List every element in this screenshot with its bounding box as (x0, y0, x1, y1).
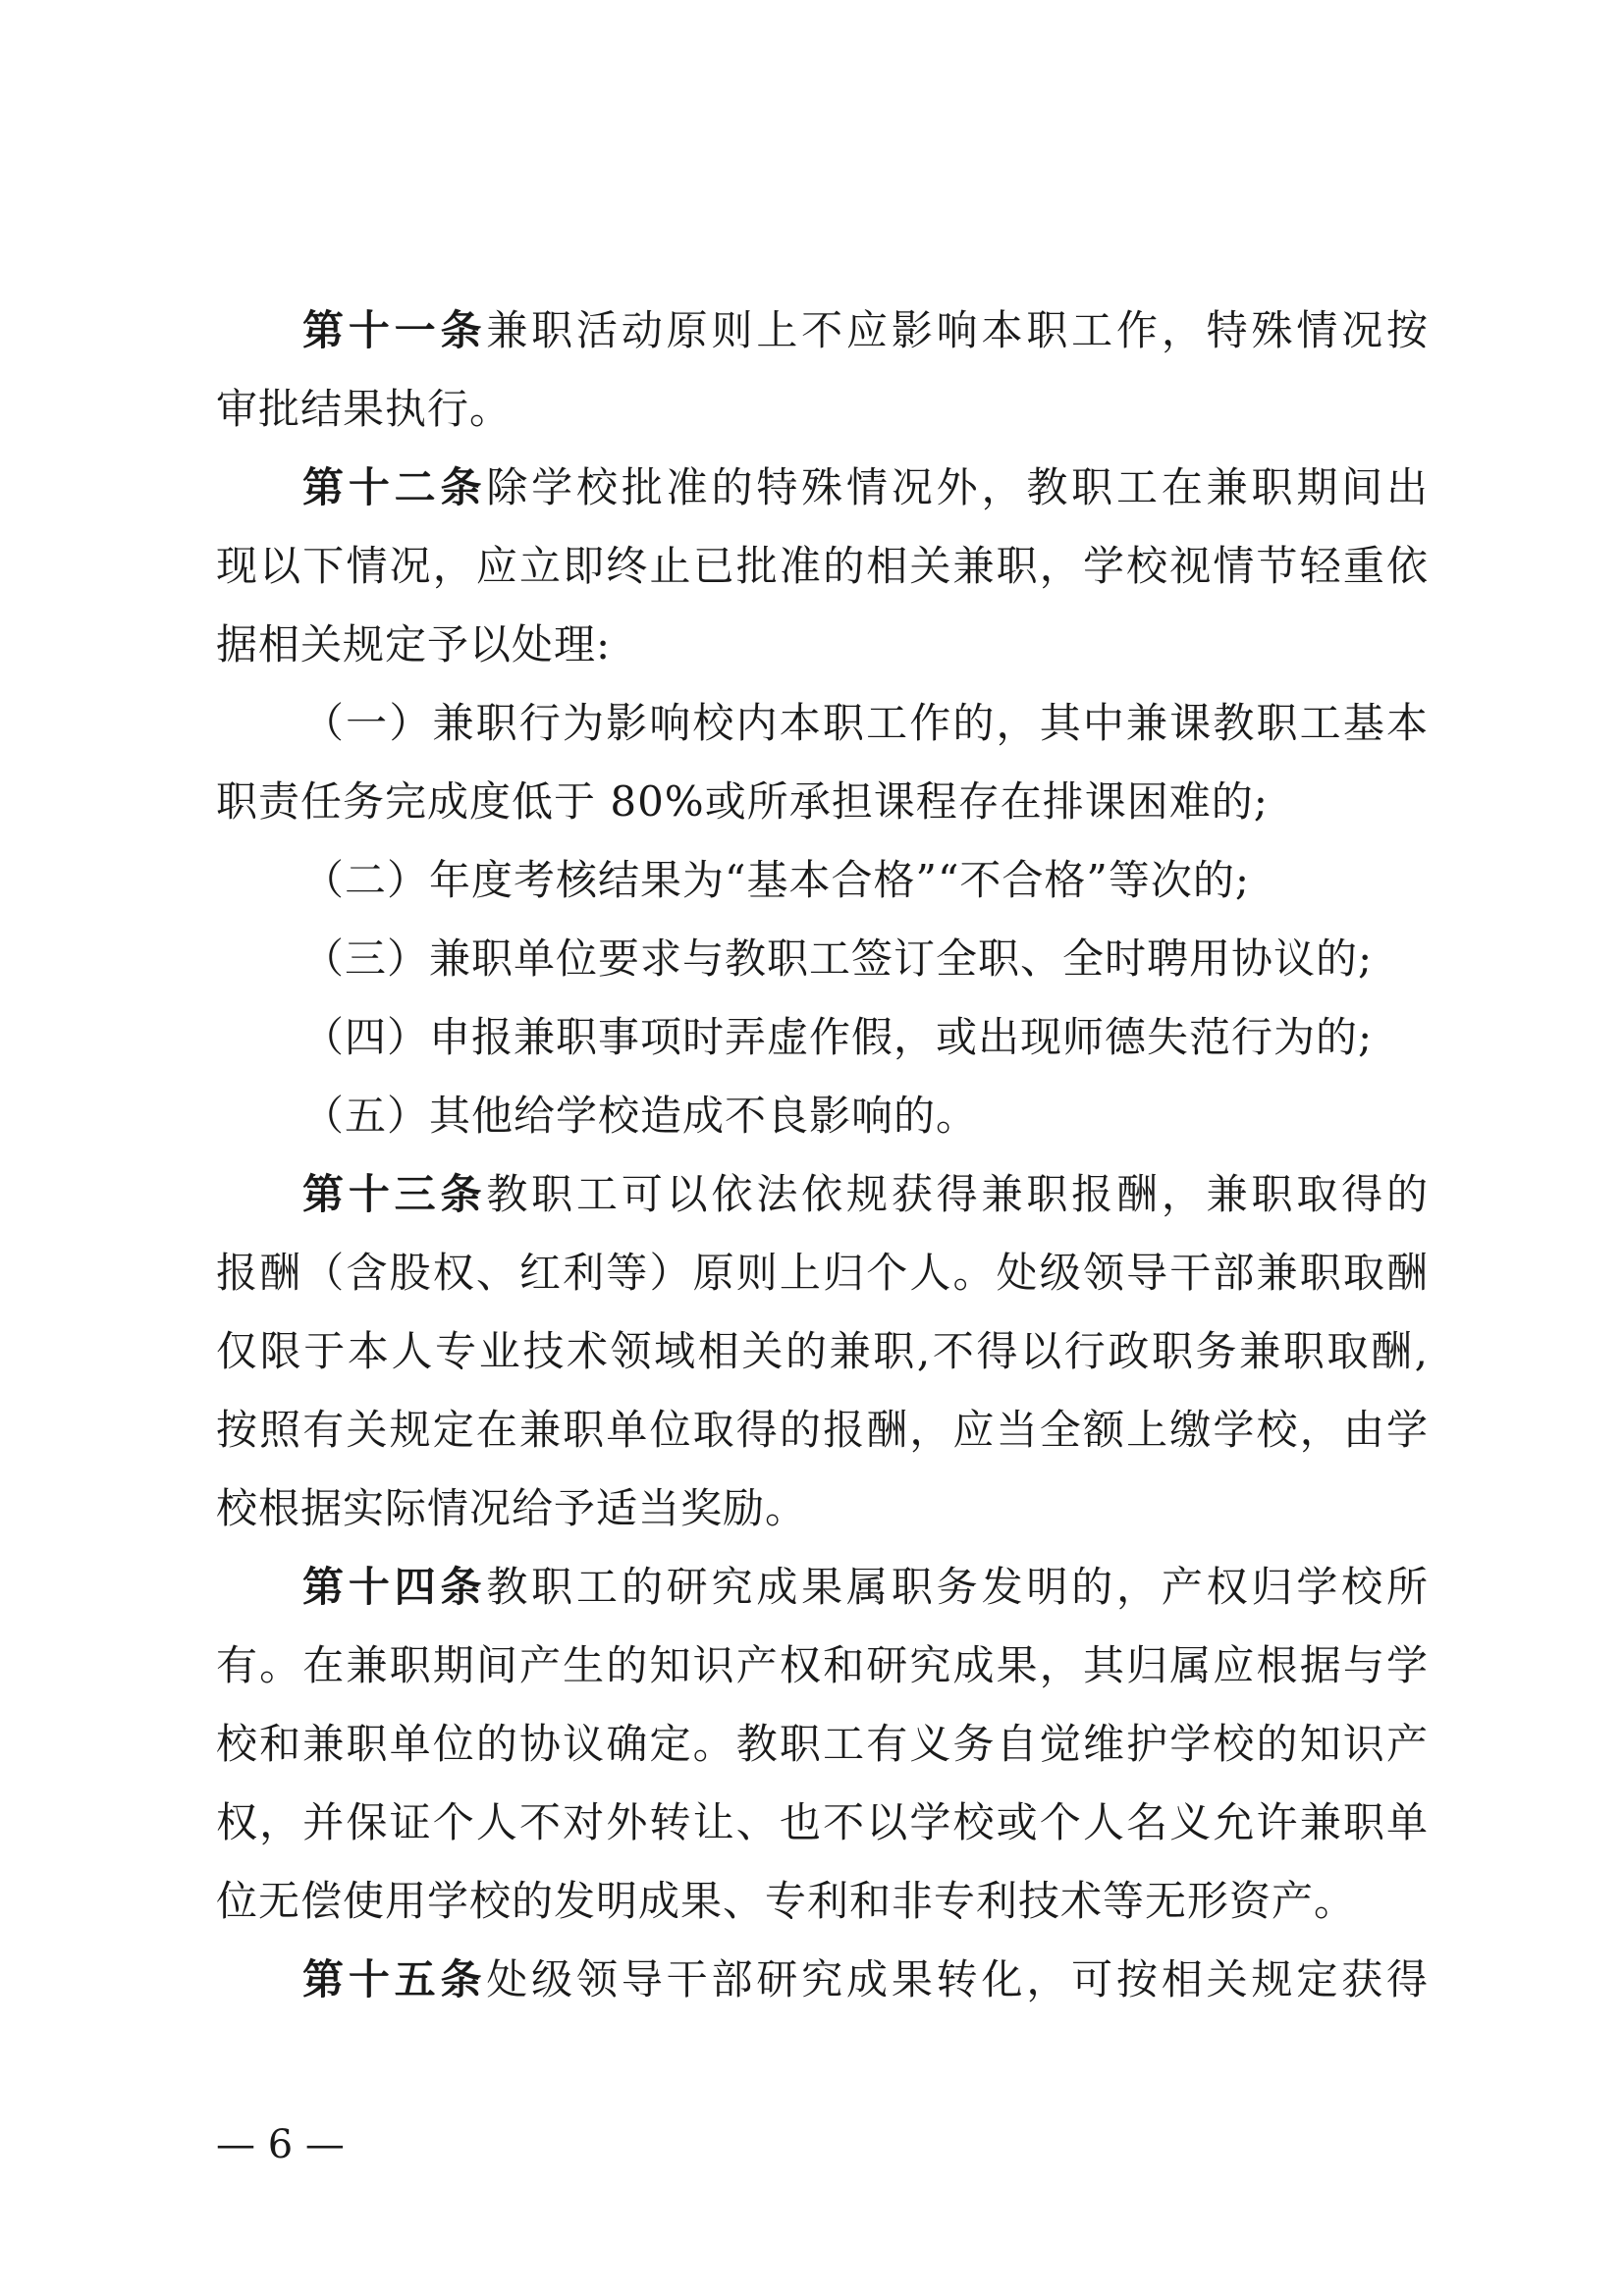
article-label: 第十五条 (302, 1955, 487, 2003)
body-text: 报酬（含股权、红利等）原则上归个人。处级领导干部兼职取酬 (216, 1249, 1429, 1297)
item-1-line-1 (302, 684, 1429, 763)
article-13-line-1 (302, 1155, 1429, 1234)
article-text: 处级领导干部研究成果转化，可按相关规定获得 (486, 1955, 1429, 2003)
body-text: 有。在兼职期间产生的知识产权和研究成果，其归属应根据与学 (216, 1641, 1429, 1689)
article-11-line-1 (302, 292, 1429, 370)
article-12-line-2 (216, 527, 1429, 606)
article-14-line-1 (302, 1548, 1429, 1627)
article-text: 教职工的研究成果属职务发明的，产权归学校所 (486, 1563, 1429, 1611)
body-text: 职责任务完成度低于 80%或所承担课程存在排课困难的; (216, 777, 1269, 826)
article-11-line-2 (216, 370, 1429, 449)
body-text: 审批结果执行。 (216, 385, 513, 433)
article-label: 第十四条 (302, 1563, 487, 1611)
article-13-line-3 (216, 1312, 1429, 1391)
body-text: （三）兼职单位要求与教职工签订全职、全时聘用协议的; (302, 934, 1374, 983)
item-4 (302, 998, 1429, 1077)
body-text: （四）申报兼职事项时弄虚作假，或出现师德失范行为的; (302, 1013, 1374, 1061)
article-label: 第十二条 (302, 463, 487, 511)
article-15-line-1 (302, 1941, 1429, 2019)
body-text: 现以下情况，应立即终止已批准的相关兼职，学校视情节轻重依 (216, 542, 1429, 590)
article-14-line-2 (216, 1627, 1429, 1705)
article-label: 第十三条 (302, 1170, 487, 1218)
item-1-line-2 (216, 763, 1429, 841)
article-12-line-3 (216, 606, 1429, 684)
article-13-line-2 (216, 1234, 1429, 1312)
article-13-line-4 (216, 1391, 1429, 1469)
item-2 (302, 841, 1429, 920)
article-12-line-1 (302, 449, 1429, 527)
item-5 (302, 1077, 1429, 1155)
body-text: 权，并保证个人不对外转让、也不以学校或个人名义允许兼职单 (216, 1798, 1429, 1846)
page-number: — 6 — (216, 2122, 345, 2167)
article-text: 教职工可以依法依规获得兼职报酬，兼职取得的 (486, 1170, 1429, 1218)
body-text: （五）其他给学校造成不良影响的。 (302, 1092, 979, 1140)
item-3 (302, 920, 1429, 998)
body-text: 按照有关规定在兼职单位取得的报酬，应当全额上缴学校，由学 (216, 1406, 1429, 1454)
article-text: 兼职活动原则上不应影响本职工作，特殊情况按 (486, 306, 1429, 354)
body-text: 据相关规定予以处理: (216, 620, 612, 668)
body-text: 校根据实际情况给予适当奖励。 (216, 1484, 808, 1532)
body-text: 位无偿使用学校的发明成果、专利和非专利技术等无形资产。 (216, 1877, 1357, 1925)
article-13-line-5 (216, 1469, 1429, 1548)
body-text: （二）年度考核结果为“基本合格”“不合格”等次的; (302, 856, 1251, 904)
article-14-line-4 (216, 1784, 1429, 1862)
body-text: 校和兼职单位的协议确定。教职工有义务自觉维护学校的知识产 (216, 1720, 1429, 1768)
body-text: （一）兼职行为影响校内本职工作的，其中兼课教职工基本 (302, 699, 1429, 747)
article-14-line-5 (216, 1862, 1429, 1941)
article-label: 第十一条 (302, 306, 487, 354)
body-text: 仅限于本人专业技术领域相关的兼职,不得以行政职务兼职取酬, (216, 1327, 1429, 1375)
article-text: 除学校批准的特殊情况外，教职工在兼职期间出 (486, 463, 1429, 511)
article-14-line-3 (216, 1705, 1429, 1784)
